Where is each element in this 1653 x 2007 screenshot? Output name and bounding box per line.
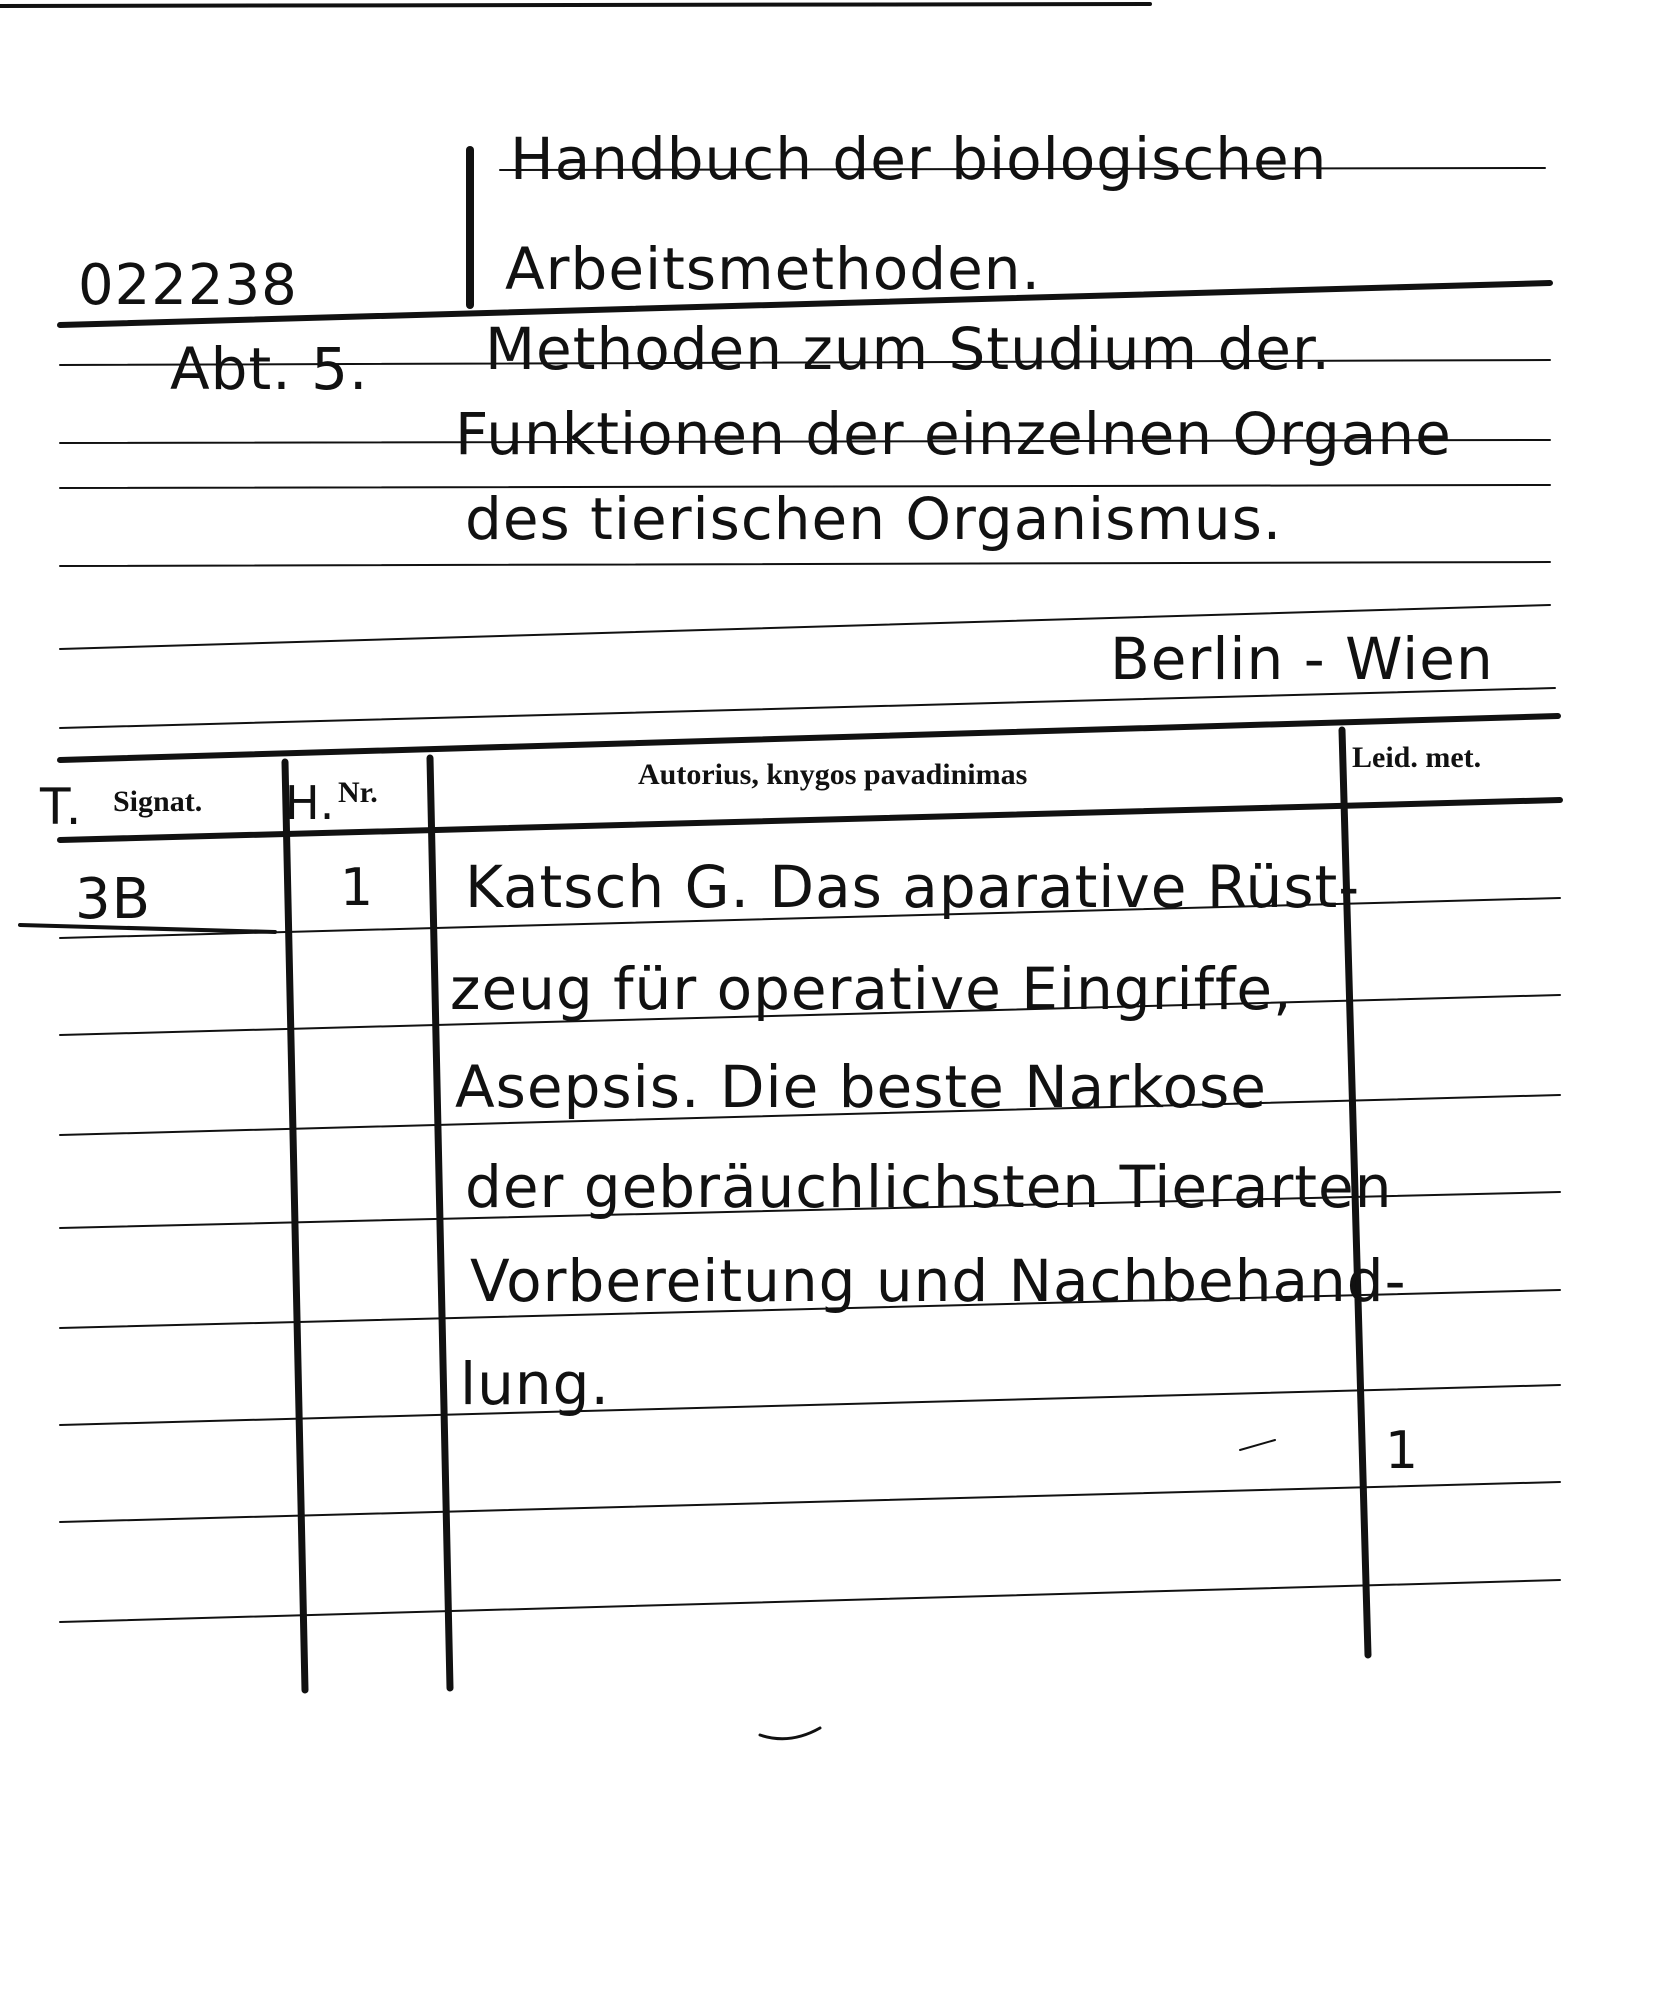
header-author-title: Autorius, knygos pavadinimas <box>638 758 1028 791</box>
entry-line-5: Vorbereitung und Nachbehand- <box>470 1247 1407 1315</box>
entry-line-3: Asepsis. Die beste Narkose <box>455 1053 1267 1121</box>
row-number: 1 <box>340 858 375 918</box>
place-of-publication: Berlin - Wien <box>1110 625 1494 693</box>
inventory-number: 022238 <box>78 253 298 318</box>
section-title-line-1: Methoden zum Studium der. <box>485 315 1331 383</box>
section-label: Abt. 5. <box>170 335 369 403</box>
series-title-line-2: Arbeitsmethoden. <box>505 235 1041 303</box>
header-year: Leid. met. <box>1352 741 1482 774</box>
header-number: Nr. <box>338 776 378 809</box>
section-title-line-2: Funktionen der einzelnen Organe <box>455 400 1452 468</box>
header-number-prefix: H. <box>285 776 336 830</box>
year-mark: 1 <box>1385 1421 1420 1481</box>
header-type-mark: T. <box>40 778 83 836</box>
entry-line-2: zeug für operative Eingriffe, <box>450 955 1293 1023</box>
entry-line-1: Katsch G. Das aparative Rüst- <box>465 853 1361 921</box>
entry-line-4: der gebräuchlichsten Tierarten <box>465 1153 1393 1221</box>
row-signature: 3B <box>75 867 152 932</box>
header-signature: Signat. <box>113 785 203 818</box>
entry-line-6: lung. <box>460 1350 610 1418</box>
series-title-line-1: Handbuch der biologischen <box>510 125 1328 193</box>
section-title-line-3: des tierischen Organismus. <box>465 485 1283 553</box>
